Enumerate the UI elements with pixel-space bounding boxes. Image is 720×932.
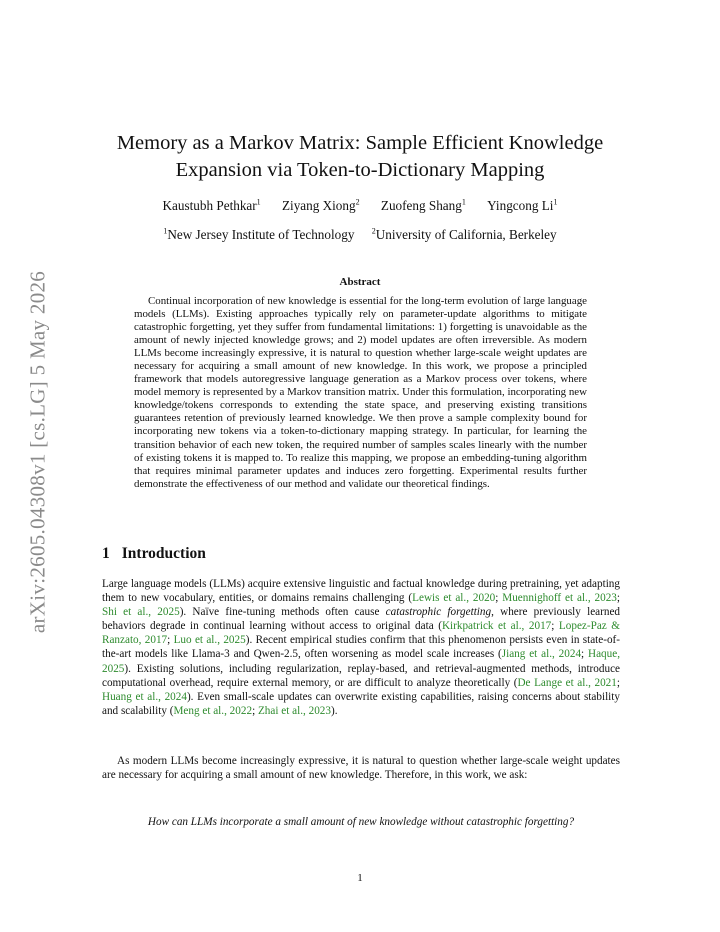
body-text: ;	[581, 648, 589, 661]
affiliation-name: University of California, Berkeley	[375, 227, 557, 242]
body-text: ;	[551, 620, 559, 633]
body-text: ). Naïve fine-tuning methods often cause	[179, 606, 386, 619]
citation-link[interactable]: Zhai et al., 2023	[257, 704, 331, 717]
author	[282, 198, 360, 213]
paper-title	[100, 130, 620, 184]
body-text: ).	[330, 704, 338, 717]
body-text: ;	[495, 592, 503, 605]
author	[381, 198, 466, 213]
author	[163, 198, 261, 213]
section-number: 1	[102, 545, 110, 562]
arxiv-identifier-text: arXiv:2605.04308v1 [cs.LG] 5 May 2026	[25, 270, 50, 634]
body-text: , where previously learned behaviors degrade in continual learning without access to original data (	[102, 606, 621, 633]
author-affiliation-mark: 1	[461, 197, 466, 207]
emphasized-term: catastrophic forgetting	[385, 606, 492, 619]
body-text: ;	[167, 634, 174, 647]
paper-title-line-2: Expansion via Token-to-Dictionary Mapping	[175, 159, 545, 181]
citation-link[interactable]: Luo et al., 2025	[173, 634, 246, 647]
citation-link[interactable]: Huang et al., 2024	[102, 690, 187, 703]
affiliation-mark: 2	[371, 226, 376, 236]
body-text: ). Existing solutions, including regularization, replay-based, and retrieval-augmented methods, introduce computational overhead, require external memory, or are difficult to analyze theoretically (	[102, 662, 620, 689]
arxiv-identifier-stamp	[18, 262, 58, 642]
section-heading	[102, 545, 206, 563]
citation-link[interactable]: Meng et al., 2022	[173, 704, 253, 717]
author	[487, 198, 557, 213]
body-text: ;	[616, 676, 620, 689]
affiliation-name: New Jersey Institute of Technology	[167, 227, 355, 242]
author-name: Kaustubh Pethkar	[162, 198, 257, 213]
author-name: Ziyang Xiong	[281, 198, 356, 213]
page-number: 1	[357, 872, 363, 884]
citation-link[interactable]: Lopez-Paz & Ranzato, 2017	[102, 620, 620, 647]
body-text: Large language models (LLMs) acquire extensive linguistic and factual knowledge during pretraining, yet adapting them to new vocabulary, entities, or domains remains challenging (	[102, 578, 620, 605]
intro-paragraph-2: As modern LLMs become increasingly expressive, it is natural to question whether large-scale weight updates are necessary for acquiring a small amount of new knowledge. Therefore, in this work, we ask:	[102, 755, 620, 782]
section-title: Introduction	[121, 545, 206, 562]
citation-link[interactable]: Kirkpatrick et al., 2017	[441, 620, 552, 633]
citation-link[interactable]: Shi et al., 2025	[102, 606, 180, 619]
body-text: ;	[616, 592, 620, 605]
citation-link[interactable]: Haque, 2025	[102, 648, 621, 675]
citation-link[interactable]: Muennighoff et al., 2023	[502, 592, 617, 605]
affiliation	[372, 227, 557, 242]
body-text: ;	[252, 704, 258, 717]
author-name: Zuofeng Shang	[380, 198, 462, 213]
body-text: ). Recent empirical studies confirm that this phenomenon persists even in state-of-the-art models like Llama-3 and Qwen-2.5, often worsening as model scale increases (	[102, 634, 621, 661]
abstract-body: Continual incorporation of new knowledge is essential for the long-term evolution of large language models (LLMs). Existing approaches typically rely on parameter-update algorithms to mitigate catastrophic forgetting, yet they suffer from fundamental limitations: 1) forgetting is unavoidable as the amount of newly injected knowledge grows; and 2) model updates are often irreversible. As modern LLMs become increasingly expressive, it is natural to question whether large-scale weight updates are necessary for acquiring a small amount of new knowledge. In this work, we propose a principled framework that models autoregressive language generation as a Markov process over tokens, where model memory is represented by a Markov transition matrix. Under this formulation, incorporating new knowledge/tokens corresponds to extending the state space, and preserving existing transitions guarantees retention of previously learned knowledge. We then prove a sample complexity bound for incorporating new tokens via a token-to-dictionary mapping strategy. In particular, for learning the transition behavior of each new token, the required number of samples scales linearly with the number of existing tokens it is mapped to. To realize this mapping, we propose an embedding-tuning algorithm that requires minimal parameter updates and induces zero forgetting. Experimental results further demonstrate the effectiveness of our method and validate our theoretical findings.	[134, 295, 587, 490]
citation-link[interactable]: Jiang et al., 2024	[501, 648, 582, 661]
citation-link[interactable]: De Lange et al., 2021	[517, 676, 617, 689]
author-affiliation-mark: 2	[355, 197, 360, 207]
paper-title-line-1: Memory as a Markov Matrix: Sample Efficient Knowledge	[116, 132, 604, 154]
affiliation-list	[100, 227, 620, 243]
author-affiliation-mark: 1	[553, 197, 558, 207]
author-list	[100, 198, 620, 214]
citation-link[interactable]: Lewis et al., 2020	[412, 592, 496, 605]
affiliation	[163, 227, 354, 242]
intro-paragraph-1	[102, 577, 620, 718]
abstract-heading: Abstract	[339, 276, 381, 288]
author-affiliation-mark: 1	[256, 197, 261, 207]
research-question: How can LLMs incorporate a small amount of new knowledge without catastrophic forgetting?	[147, 816, 575, 828]
body-text: ). Even small-scale updates can overwrite existing capabilities, raising concerns about stability and scalability (	[102, 690, 620, 717]
affiliation-mark: 1	[163, 226, 168, 236]
author-name: Yingcong Li	[487, 198, 554, 213]
